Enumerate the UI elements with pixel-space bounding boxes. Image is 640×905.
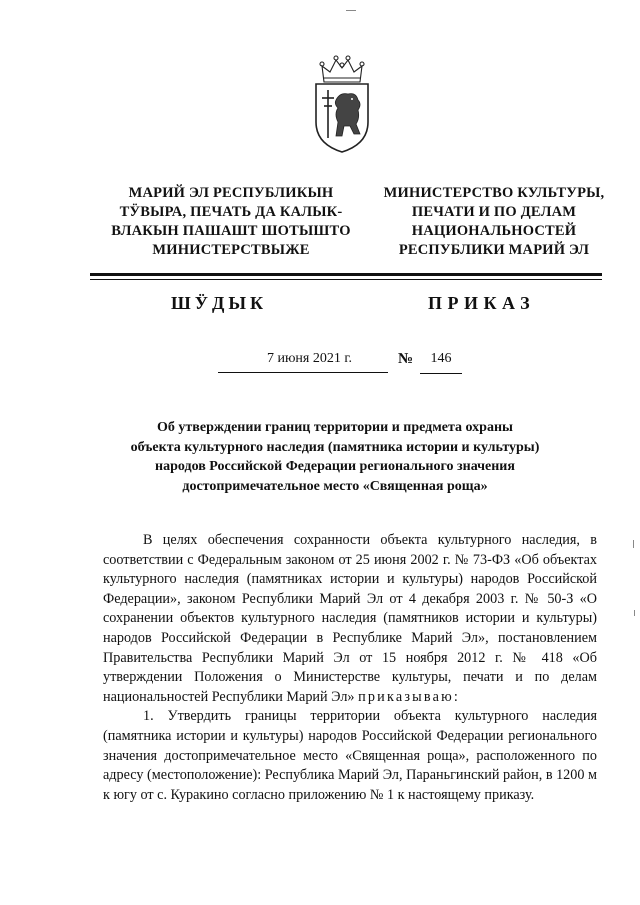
order-word: приказываю: (358, 688, 461, 705)
organization-name-mari (106, 184, 356, 260)
doc-type-mari: ШӰДЫК (171, 293, 268, 313)
header-divider-thick (90, 273, 602, 276)
org-right-line: ПЕЧАТИ И ПО ДЕЛАМ (411, 204, 577, 220)
coat-of-arms-icon (306, 52, 378, 156)
scan-mark (633, 540, 634, 548)
org-left-line: ТӰВЫРА, ПЕЧАТЬ ДА КАЛЫК- (119, 204, 343, 220)
org-left-line: МАРИЙ ЭЛ РЕСПУБЛИКЫН (128, 185, 334, 201)
org-right-line: НАЦИОНАЛЬНОСТЕЙ (411, 223, 577, 239)
org-left-line: ВЛАКЫН ПАШАШТ ШОТЫШТО (111, 223, 351, 239)
preamble-paragraph (103, 531, 597, 707)
subject-line: народов Российской Федерации регионального значения (155, 459, 515, 474)
subject-line: объекта культурного наследия (памятника истории и культуры) (130, 439, 540, 455)
scan-mark (346, 10, 356, 11)
org-right-line: РЕСПУБЛИКИ МАРИЙ ЭЛ (398, 242, 590, 258)
order-date: 7 июня 2021 г. (218, 351, 388, 373)
organization-name-russian (369, 184, 619, 260)
clause-1-paragraph: 1. Утвердить границы территории объекта культурного наследия (памятника истории и культуры) народов Российской Федерации регионального значения достопримечательное место «Священная роща», расположенного по адресу (местоположение): Республика Марий Эл, Параньгинский район, в 1200 м к югу от с. Куракино согласно приложению № 1 к настоящему приказу. (103, 708, 597, 803)
subject-line: Об утверждении границ территории и предмета охраны (157, 420, 513, 435)
doc-type-russian: ПРИКАЗ (428, 293, 536, 313)
preamble-text: В целях обеспечения сохранности объекта культурного наследия, в соответствии с Федеральным законом от 25 июня 2002 г. № 73-ФЗ «Об объектах культурного наследия (памятниках истории и культуры) народов Российской Федерации», законом Республики Марий Эл от 4 декабря 2003 г. № 50-З «О сохранении объектов культурного наследия (памятников истории и культуры) народов Российской Федерации в Республике Марий Эл», постановлением Правительства Республики Марий Эл от 15 ноября 2012 г. № 418 «Об утверждении Положения о Министерстве культуры, печати и по делам национальностей Республики Марий Эл» (103, 532, 597, 705)
order-body (103, 531, 597, 805)
header-divider-thin (90, 279, 602, 280)
scan-mark (634, 610, 635, 616)
org-left-line: МИНИСТЕРСТВЫЖЕ (152, 242, 310, 258)
order-subject (100, 418, 570, 496)
subject-line: достопримечательное место «Священная роща» (182, 478, 488, 494)
order-number: 146 (420, 351, 462, 374)
number-sign: № (398, 351, 414, 367)
org-right-line: МИНИСТЕРСТВО КУЛЬТУРЫ, (383, 185, 605, 201)
